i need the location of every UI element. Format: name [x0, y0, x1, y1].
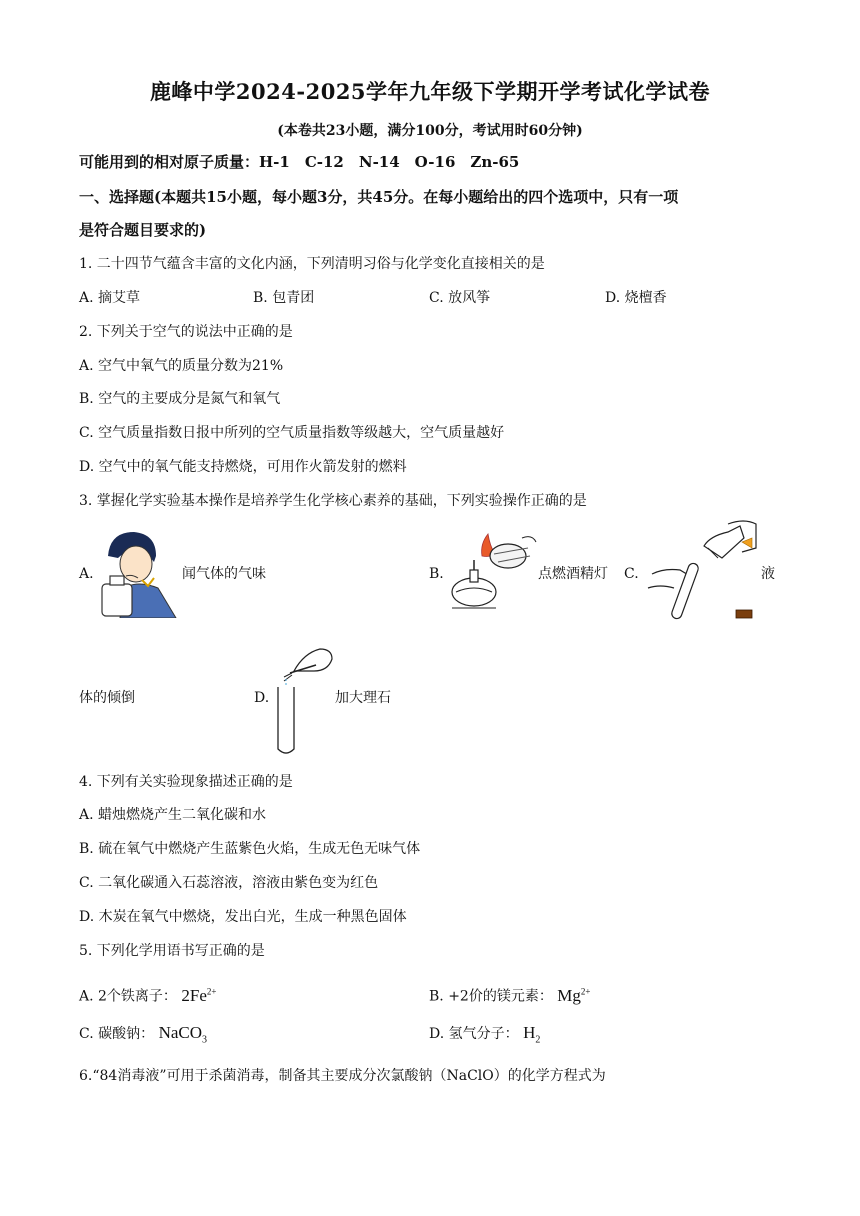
q5-option-c-formula: [158, 1023, 208, 1046]
q3-option-b-text: 点燃酒精灯: [538, 566, 608, 582]
formula-subscript: 2: [535, 1034, 541, 1046]
q3-option-d-text: 加大理石: [335, 690, 391, 706]
q4-option-d: D. 木炭在氧气中燃烧，发出白光，生成一种黑色固体: [79, 909, 407, 925]
q5-option-a-formula: [181, 986, 216, 1005]
q5-option-a: [79, 982, 216, 1006]
marble-test-tube-illustration: [270, 643, 336, 757]
formula-main: 2Fe: [181, 985, 207, 1005]
q5-option-d-formula: [523, 1023, 541, 1046]
formula-main: H: [523, 1023, 536, 1042]
section-heading-line2: 是符合题目要求的): [79, 221, 207, 239]
atomic-masses: 可能用到的相对原子质量：H-1 C-12 N-14 O-16 Zn-65: [79, 153, 520, 171]
liquid-pouring-illustration: [644, 518, 760, 624]
q1-option-d: D. 烧檀香: [605, 290, 667, 306]
q4-option-b: B. 硫在氧气中燃烧产生蓝紫色火焰，生成无色无味气体: [79, 841, 421, 857]
formula-main: NaCO: [158, 1023, 203, 1042]
q5-option-c-text: C. 碳酸钠：: [79, 1026, 155, 1042]
question-5-stem: 5. 下列化学用语书写正确的是: [79, 943, 265, 959]
q5-option-b: [429, 982, 590, 1006]
q4-option-a: A. 蜡烛燃烧产生二氧化碳和水: [79, 807, 267, 823]
q5-option-c: [79, 1024, 207, 1049]
q2-option-c: C. 空气质量指数日报中所列的空气质量指数等级越大，空气质量越好: [79, 425, 505, 441]
q3-option-a-text: 闻气体的气味: [182, 566, 266, 582]
q1-option-a: A. 摘艾草: [79, 290, 141, 306]
q2-option-a: A. 空气中氧气的质量分数为21%: [79, 358, 284, 374]
formula-main: Mg: [557, 985, 581, 1005]
question-1-stem: 1. 二十四节气蕴含丰富的文化内涵，下列清明习俗与化学变化直接相关的是: [79, 256, 545, 272]
q5-option-d: [429, 1024, 540, 1049]
smelling-gas-illustration: [98, 526, 180, 618]
q2-option-d: D. 空气中的氧气能支持燃烧，可用作火箭发射的燃料: [79, 459, 407, 475]
formula-charge: 2+: [580, 986, 591, 996]
formula-subscript: 3: [202, 1034, 208, 1046]
alcohol-lamp-illustration: [446, 526, 538, 618]
q5-option-d-text: D. 氢气分子：: [429, 1026, 519, 1042]
q5-option-b-text: B. +2价的镁元素：: [429, 988, 553, 1005]
q4-option-c: C. 二氧化碳通入石蕊溶液，溶液由紫色变为红色: [79, 875, 379, 891]
q3-option-c-label: C.: [624, 566, 639, 582]
q2-option-b: B. 空气的主要成分是氮气和氧气: [79, 391, 281, 407]
q3-option-d-label: D.: [254, 690, 270, 706]
q1-option-c: C. 放风筝: [429, 290, 491, 306]
q3-option-c-text-2: 体的倾倒: [79, 690, 135, 706]
page-title: 鹿峰中学2024-2025学年九年级下学期开学考试化学试卷: [149, 79, 711, 104]
q3-option-a-label: A.: [79, 566, 94, 582]
section-heading-line1: 一、选择题(本题共15小题，每小题3分，共45分。在每小题给出的四个选项中，只有一项: [79, 188, 679, 206]
question-4-stem: 4. 下列有关实验现象描述正确的是: [79, 774, 293, 790]
q5-option-b-formula: [557, 986, 590, 1005]
question-2-stem: 2. 下列关于空气的说法中正确的是: [79, 324, 293, 340]
formula-charge: 2+: [206, 986, 217, 996]
question-3-stem: 3. 掌握化学实验基本操作是培养学生化学核心素养的基础，下列实验操作正确的是: [79, 493, 587, 509]
q3-option-b-label: B.: [429, 566, 444, 582]
question-6-stem: 6.“84消毒液”可用于杀菌消毒，制备其主要成分次氯酸钠（NaClO）的化学方程式为: [79, 1068, 606, 1084]
q1-option-b: B. 包青团: [253, 290, 315, 306]
q5-option-a-text: A. 2个铁离子：: [79, 988, 177, 1005]
q3-option-c-text-1: 液: [761, 566, 775, 582]
exam-info: (本卷共23小题，满分100分，考试用时60分钟): [277, 123, 583, 139]
